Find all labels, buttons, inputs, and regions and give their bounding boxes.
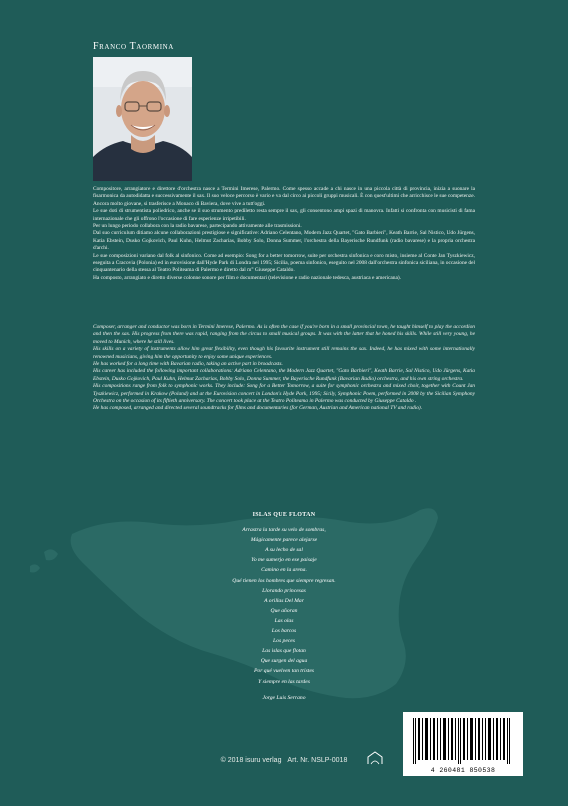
english-bio-paragraph: Composer, arranger and conductor was born in Termini Imerese, Palermo. As is often the case if you're born in a small provincial town, he taught himself to play the accordion and then the sax. His progress from there was rapid, ranging from the circus to small musical groups. It was with the latter that he honed his skills. While still very young, he moved to Munich, where he still lives. xyxy=(93,324,475,345)
poem xyxy=(150,510,418,703)
english-bio-paragraph: His career has included the following important collaborations: Adriano Celentano, the Modern Jazz Quartet, "Gato Barbieri", Keath Barrie, Sal Nistico, Udo Jürgens, Katia Ebstein, Dusko Gojkovich, Paul Kuhn, Helmut Zacharias, Bobby Solo, Donna Summer, the Bayerische Rundfunk (Bavarian Radio) orchestra, and his own string orchestra. xyxy=(93,368,475,382)
author-name: Franco Taormina xyxy=(93,41,174,52)
english-bio-paragraph: His skills on a variety of instruments allow him great flexibility, even though his favourite instrument still remains the sax. Indeed, he has mixed with some internationally renowned musicians, giving him the opportunity to enjoy some unique experiences. xyxy=(93,346,475,360)
english-biography xyxy=(93,324,475,413)
italian-bio-paragraph: Per un lungo periodo collabora con la radio bavarese, partecipando attivamente alle trasmissioni. xyxy=(93,223,302,230)
poem-author: Jorge Luis Serrano xyxy=(262,694,306,701)
poem-line: Yo me sumerjo en ese paisaje xyxy=(251,557,317,564)
article-number: Art. Nr. NSLP-0018 xyxy=(287,757,348,764)
italian-bio-paragraph: Ha composto, arrangiato e diretto diverse colonne sonore per film e documentari (televisione e radio nazionale tedesca, austriaca e americana). xyxy=(93,274,402,281)
italian-bio-paragraph: Dal suo curriculum ditiamo alcune collaborazioni prestigiose e significative: Adriano Celentano, Modern Jazz Quartet, "Gato Barbieri", Keath Barrie, Sal Nistico, Udo Jürgens, Katia Ebstein, Dusko Gojkovich, Paul Kuhn, Helmut Zacharias, Bobby Solo, Donna Summer, l'orchestra della Bayerische Rundfunk (radio bavarese) e la propria orchestra d'archi. xyxy=(93,230,475,252)
italian-bio-paragraph: Le sue doti di strumentista poliedrico, anche se il suo strumento prediletto resta sempre il sax, gli consentono ampi spazi di manovra. Infatti si confronta con musicisti di fama internazionale che gli offrono l'occasione di fare esperienze irripetibili. xyxy=(93,208,475,222)
poem-line: Llorando princesas xyxy=(262,587,306,594)
english-bio-paragraph: His compositions range from folk to symphonic works. They include: Song for a Better Tomorrow, a suite for symphonic orchestra and mixed choir, together with Count Jan Tyszkiewicz, performed in Krakow (Poland) and at the Eurovision concert in London's Hyde Park, 1995; Sicily, Symphonic Poem, performed in 2008 by the Sicilian Symphony Orchestra on the occasion of its fiftieth anniversary. The concert took place at the Teatro Politeama in Palermo was conducted by Giuseppe Cataldo . xyxy=(93,383,475,405)
poem-line: Las islas que flotan xyxy=(262,648,306,655)
copyright-text: © 2018 isuru verlag xyxy=(220,757,282,764)
italian-bio-paragraph: Compositore, arrangiatore e direttore d'orchestra nasce a Termini Imerese, Palermo. Come spesso accade a chi nasce in una piccola città di provincia, inizia a suonare la fisarmonica da autodidatta e successivamente il sax. Il suo veloce percorso è vario e va dal circo ai piccoli gruppi musicali. È con quest'ultimi che arricchisce le sue competenze. Ancora molto giovane, si trasferisce a Monaco di Baviera, dove vive a tutt'oggi. xyxy=(93,186,475,207)
poem-line: Las olas xyxy=(274,617,294,624)
poem-line: Los peces xyxy=(273,638,295,645)
poem-line: A orillas Del Mar xyxy=(264,597,304,604)
poem-line: Los barcos xyxy=(271,628,297,635)
italian-bio-paragraph: Le sue composizioni variano dal folk al sinfonico. Come ad esempio: Song for a better tomorrow, suite per orchestra sinfonica e coro misto, insieme al Conte Jan Tyszkiewicz, eseguita a Cracovia (Polonia) ed in eurovisione dall'Hyde Park di Londra nel 1995; Sicilia, poema sinfonico, eseguito nel 2008 dall'orchestra sinfonica siciliana, in occasione del cinquantenario della stessa al Teatro Politeama di Palermo e diretto dal m° Giuseppe Cataldo. xyxy=(93,252,475,274)
author-portrait xyxy=(93,57,192,181)
poem-title: ISLAS QUE FLOTAN xyxy=(252,512,316,518)
italian-biography xyxy=(93,186,475,282)
poem-line: Y siempre en las tardes xyxy=(258,678,310,685)
poem-line: Qué tienen los hombres que siempre regresan. xyxy=(232,577,336,584)
poem-line: Por qué vuelven tan tristes xyxy=(254,668,314,675)
publisher-logo-icon xyxy=(366,751,384,765)
poem-line: Mágicamente parece alejarse xyxy=(250,537,318,544)
poem-line: Arrastra la tarde su velo de sombras, xyxy=(242,527,326,534)
english-bio-paragraph: He has composed, arranged and directed several soundtracks for films and documentaries (for German, Austrian and American national TV and radio). xyxy=(93,405,423,412)
poem-line: Que surgen del agua xyxy=(260,658,308,665)
barcode-bars-icon xyxy=(403,712,523,766)
barcode-number: 4 260481 850538 xyxy=(430,767,496,774)
poem-line: A su lecho de sal xyxy=(265,547,303,554)
poem-line: Camino en la arena. xyxy=(261,567,307,574)
poem-line: Que añoran xyxy=(270,607,298,614)
english-bio-paragraph: He has worked for a long time with Bavarian radio, taking an active part in broadcasts. xyxy=(93,361,283,368)
barcode xyxy=(403,712,523,776)
